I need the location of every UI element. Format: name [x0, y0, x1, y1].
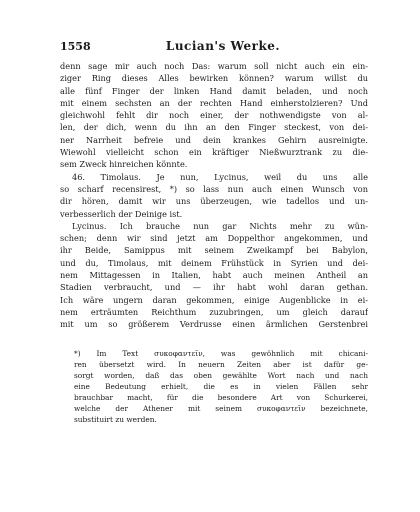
text-line: Wiewohl vielleicht schon ein kräftiger Nießwurztrank zu die-	[60, 147, 368, 158]
footnote	[60, 348, 368, 425]
text-line: und du, Timolaus, mit deinem Frühstück in Syrien und dei-	[60, 257, 368, 268]
speaker-line-lycinus: Lycinus. Ich brauche nun gar Nichts mehr zu wün-	[72, 220, 368, 231]
text-line: verbesserlich der Deinige ist.	[60, 208, 183, 219]
footnote-line: *) Im Text συκοφαντεῖν, was gewöhnlich mit chicani-	[74, 349, 368, 358]
text-line: sem Zweck hinreichen könnte.	[60, 159, 188, 170]
footnote-line: brauchbar macht, für die besondere Art von Schurkerei,	[74, 393, 368, 402]
text-line: ihr Beide, Samippus mit seinem Zweikampf bei Babylon,	[60, 245, 368, 256]
footnote-line: eine Bedeutung erhielt, die es in vielen Fällen sehr	[74, 382, 368, 391]
main-text	[60, 60, 368, 331]
text-line: dir hören, damit wir uns überzeugen, wie tadellos und un-	[60, 196, 368, 207]
text-line: mit einem sechsten an der rechten Hand einherstolzieren? Und	[60, 97, 368, 108]
footnote-line: sorgt worden, daß das oben gewählte Wort nach und nach	[74, 371, 368, 380]
book-page	[60, 40, 368, 480]
page-number: 1558	[60, 40, 91, 53]
footnote-line: ren übersetzt wird. In neuern Zeiten aber ist dafür ge-	[74, 360, 368, 369]
text-line: denn sage mir auch noch Das: warum soll nicht auch ein ein-	[60, 61, 368, 71]
text-line: ziger Ring dieses Alles bewirken können? warum willst du	[60, 73, 368, 84]
footnote-line: welche der Athener mit seinem συκοφαντεῖν bezeichnete,	[74, 404, 368, 413]
text-line: gleichwohl fehlt dir noch einer, der nothwendigste von al-	[60, 110, 368, 121]
text-line: Ich wäre ungern daran gekommen, einige Augenblicke in ei-	[60, 294, 368, 305]
text-line: schen; denn wir sind jetzt am Doppelthor angekommen, und	[60, 233, 368, 244]
text-line: Stadien verbraucht, und — ihr habt wohl daran gethan.	[60, 282, 368, 293]
running-title: Lucian's Werke.	[165, 39, 281, 53]
text-line: ner Narrheit befreie und dein krankes Gehirn ausreinigte.	[60, 134, 368, 145]
text-line: len, der dich, wenn du ihn an den Finger steckest, von dei-	[60, 122, 368, 133]
speaker-line-timolaus: 46. Timolaus. Je nun, Lycinus, weil du uns alle	[72, 171, 368, 182]
text-line: nem Mittagessen in Italien, habt auch meinen Antheil an	[60, 270, 368, 281]
text-line: so scharf recensirest, *) so lass nun auch einen Wunsch von	[60, 183, 368, 194]
text-line: alle fünf Finger der linken Hand damit beladen, und noch	[60, 85, 368, 96]
text-line: nem erträumten Reichthum zuzubringen, um gleich darauf	[60, 306, 368, 317]
page-header	[60, 40, 368, 60]
footnote-line: substituirt zu werden.	[74, 415, 157, 424]
text-line: mit um so größerem Verdrusse einen ärmlichen Gerstenbrei	[60, 319, 368, 330]
